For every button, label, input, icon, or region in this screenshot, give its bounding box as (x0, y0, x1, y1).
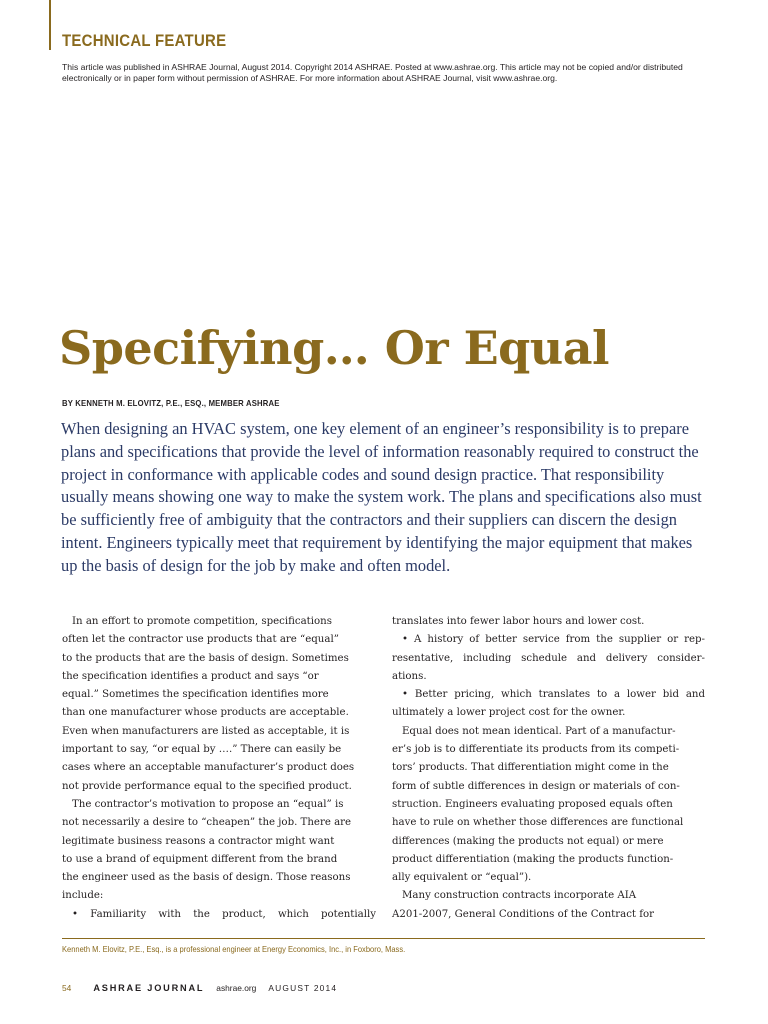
body-line: The contractor’s motivation to propose an “equal” is (72, 798, 344, 810)
body-line: include: (62, 890, 104, 902)
body-line: the specification identifies a product and says “or (62, 670, 319, 682)
body-column-left (62, 613, 376, 924)
body-line: Equal does not mean identical. Part of a manufactur- (402, 725, 676, 737)
brand-journal: JOURNAL (147, 983, 205, 993)
brand-ashrae: ASHRAE (93, 983, 148, 993)
body-line: not provide performance equal to the specified product. (62, 780, 352, 792)
body-line: to use a brand of equipment different from the brand (62, 853, 338, 865)
body-line: Many construction contracts incorporate AIA (402, 890, 637, 902)
article-intro: When designing an HVAC system, one key element of an engineer’s responsibility is to prepare plans and specifications that provide the level of information reasonably required to construct the project in conformance with applicable codes and sound design practice. That responsibility usually means showing one way to make the system work. The plans and specifications also must be sufficiently free of ambiguity that the contractors and their suppliers can discern the design intent. Engineers typically meet that requirement by identifying the major equipment that makes up the basis of design for the job by make and often model. (61, 419, 702, 575)
body-line: resentative, including schedule and delivery consider- (392, 652, 705, 664)
body-line: to the products that are the basis of design. Sometimes (62, 652, 349, 664)
bullet-item: • A history of better service from the supplier or rep- (402, 634, 705, 646)
body-line: tors’ products. That differentiation might come in the (392, 762, 669, 774)
page-footer (62, 983, 337, 993)
body-column-right (392, 613, 705, 924)
issue-date: AUGUST 2014 (268, 983, 338, 993)
body-line: product differentiation (making the products function- (392, 853, 674, 865)
body-line: form of subtle differences in design or materials of con- (392, 780, 680, 792)
bullet-item: • Better pricing, which translates to a lower bid and (402, 689, 705, 701)
body-line: A201-2007, General Conditions of the Contract for (392, 908, 655, 920)
body-line: ultimately a lower project cost for the owner. (392, 707, 626, 719)
body-line: differences (making the products not equal) or mere (392, 835, 664, 847)
author-note: Kenneth M. Elovitz, P.E., Esq., is a professional engineer at Energy Economics, Inc., in Foxboro, Mass. (62, 945, 406, 954)
body-line: than one manufacturer whose products are acceptable. (62, 707, 349, 719)
body-line: the engineer used as the basis of design. Those reasons (62, 872, 351, 884)
section-marker-bar (49, 0, 51, 50)
body-line: ally equivalent or “equal”). (392, 872, 532, 884)
body-line: often let the contractor use products that are “equal” (62, 634, 339, 646)
article-byline: BY KENNETH M. ELOVITZ, P.E., ESQ., MEMBER ASHRAE (62, 398, 280, 408)
body-line: ations. (392, 670, 427, 682)
body-line: Even when manufacturers are listed as acceptable, it is (62, 725, 350, 737)
article-title: Specifying… Or Equal (59, 321, 610, 375)
body-line: have to rule on whether those differences are functional (392, 817, 684, 829)
bullet-item: • Familiarity with the product, which potentially (72, 908, 376, 920)
body-line: cases where an acceptable manufacturer’s product does (62, 762, 355, 774)
body-line: translates into fewer labor hours and lower cost. (392, 616, 645, 627)
body-line: important to say, “or equal by ….” There can easily be (62, 744, 342, 756)
section-label: TECHNICAL FEATURE (62, 31, 227, 50)
body-line: equal.” Sometimes the specification identifies more (62, 689, 329, 701)
body-line: er’s job is to differentiate its products from its competi- (392, 744, 680, 756)
page-number: 54 (62, 983, 72, 993)
body-line: legitimate business reasons a contractor might want (62, 835, 335, 847)
body-line: not necessarily a desire to “cheapen” the job. There are (62, 817, 352, 829)
footnote-divider (62, 938, 705, 939)
body-line: struction. Engineers evaluating proposed equals often (392, 798, 673, 810)
body-line: In an effort to promote competition, specifications (72, 616, 332, 627)
copyright-notice: This article was published in ASHRAE Journal, August 2014. Copyright 2014 ASHRAE. Posted at www.ashrae.org. This article may not be copied and/or distributed electronically or in paper form without permission of ASHRAE. For more information about ASHRAE Journal, visit www.ashrae.org. (62, 62, 683, 83)
journal-website: ashrae.org (216, 983, 257, 993)
journal-brand (93, 983, 204, 993)
